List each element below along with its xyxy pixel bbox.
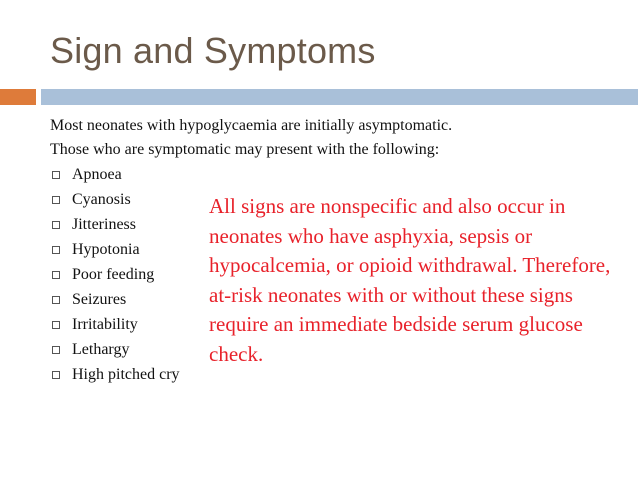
symptom-label: Jitteriness bbox=[72, 215, 136, 233]
symptom-label: High pitched cry bbox=[72, 365, 180, 383]
intro-line-1: Most neonates with hypoglycaemia are initially asymptomatic. bbox=[50, 117, 453, 134]
callout-note: All signs are nonspecific and also occur in neonates who have asphyxia, sepsis or hypocalcemia, or opioid withdrawal. Therefore, at-risk neonates with or without these signs require an immediate bedside serum glucose check. bbox=[209, 194, 611, 366]
symptom-label: Hypotonia bbox=[72, 240, 140, 258]
list-item bbox=[50, 212, 180, 237]
checkbox-bullet-icon bbox=[52, 196, 60, 204]
slide-title: Sign and Symptoms bbox=[50, 30, 376, 71]
symptom-label: Poor feeding bbox=[72, 265, 155, 283]
symptom-label: Cyanosis bbox=[72, 190, 131, 208]
symptom-label: Irritability bbox=[72, 315, 138, 333]
checkbox-bullet-icon bbox=[52, 171, 60, 179]
title-accent-bar-blue bbox=[41, 89, 638, 105]
checkbox-bullet-icon bbox=[52, 296, 60, 304]
checkbox-bullet-icon bbox=[52, 271, 60, 279]
symptom-list bbox=[50, 162, 180, 387]
checkbox-bullet-icon bbox=[52, 246, 60, 254]
checkbox-bullet-icon bbox=[52, 321, 60, 329]
list-item bbox=[50, 262, 180, 287]
intro-text bbox=[50, 114, 452, 162]
list-item bbox=[50, 287, 180, 312]
list-item bbox=[50, 187, 180, 212]
list-item bbox=[50, 337, 180, 362]
symptom-label: Lethargy bbox=[72, 340, 130, 358]
checkbox-bullet-icon bbox=[52, 371, 60, 379]
checkbox-bullet-icon bbox=[52, 221, 60, 229]
symptom-label: Apnoea bbox=[72, 165, 122, 183]
symptom-label: Seizures bbox=[72, 290, 127, 308]
list-item bbox=[50, 237, 180, 262]
checkbox-bullet-icon bbox=[52, 346, 60, 354]
title-accent-bar-orange bbox=[0, 89, 36, 105]
list-item bbox=[50, 362, 180, 387]
intro-line-2: Those who are symptomatic may present with the following: bbox=[50, 141, 440, 158]
list-item bbox=[50, 312, 180, 337]
list-item bbox=[50, 162, 180, 187]
